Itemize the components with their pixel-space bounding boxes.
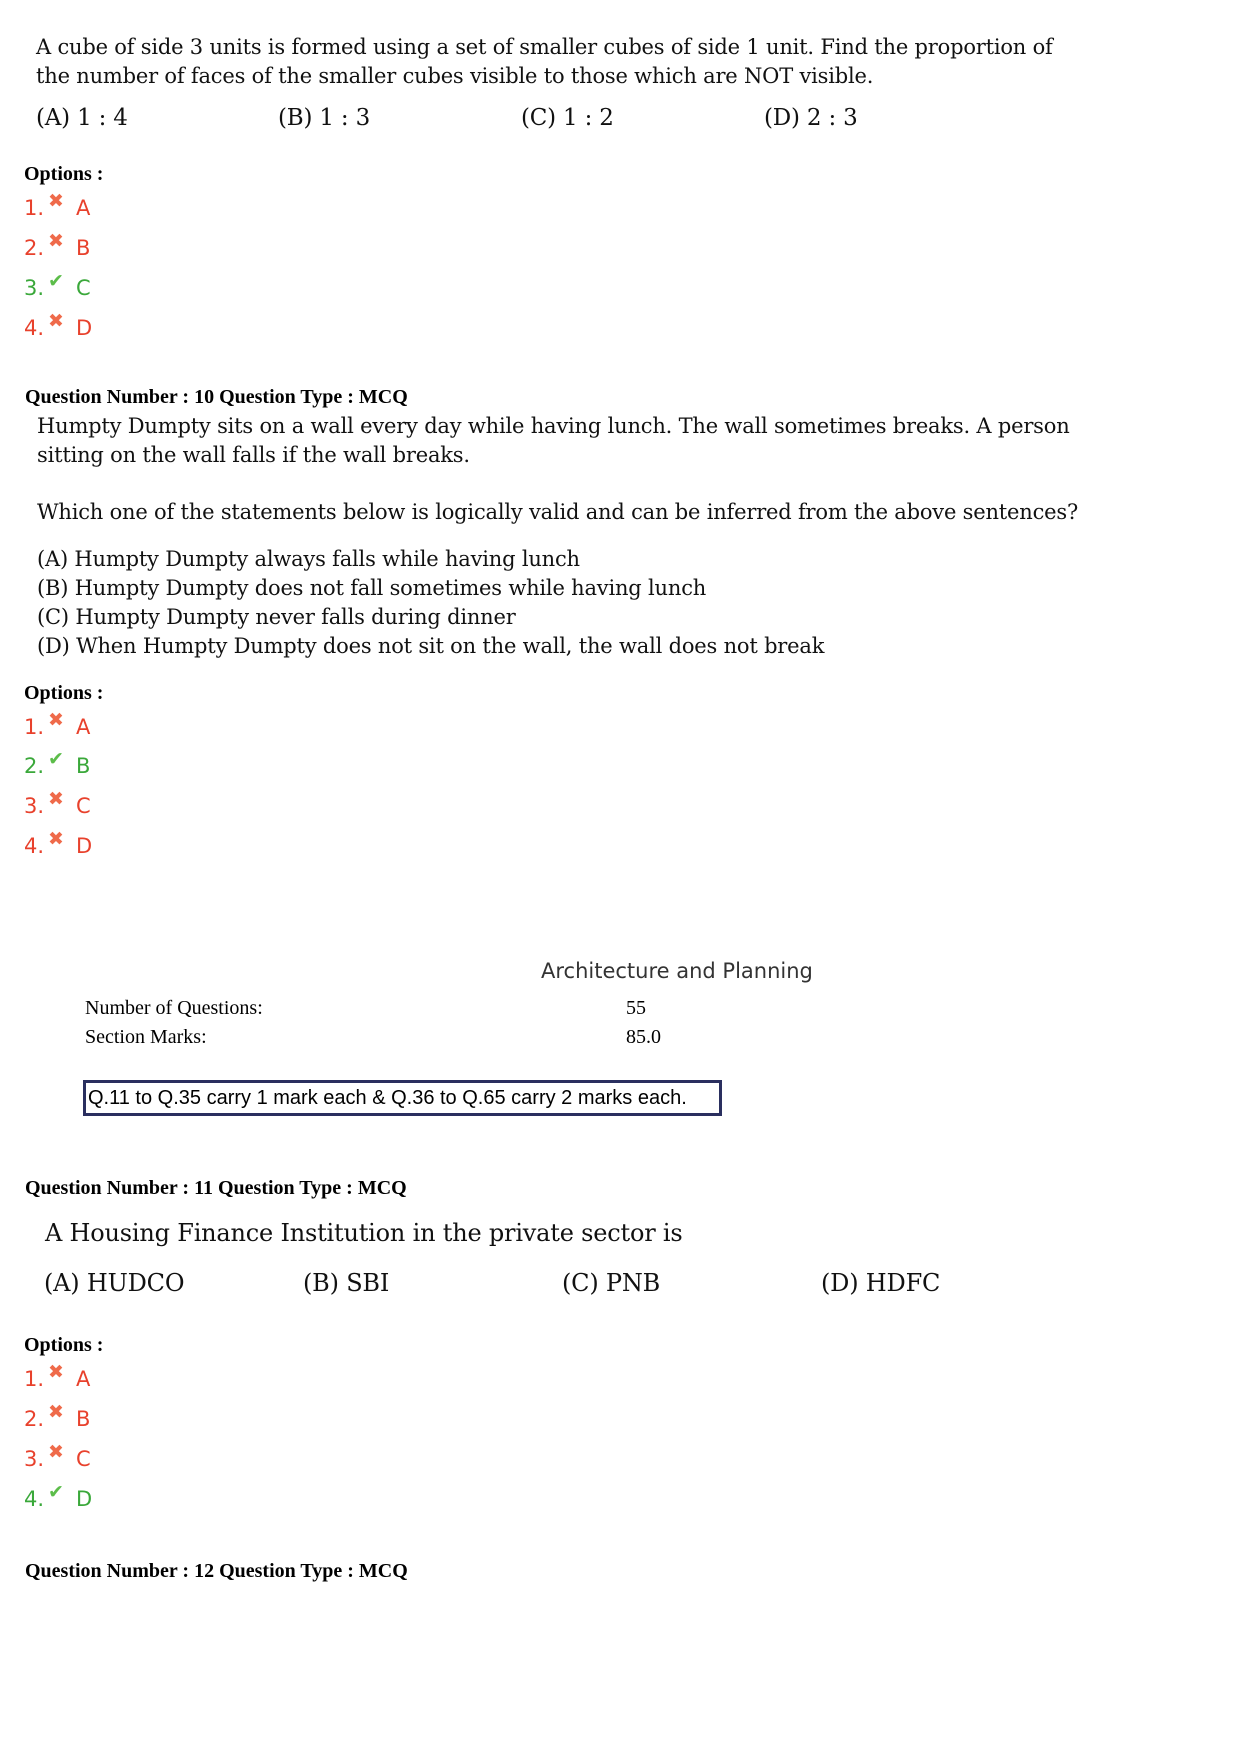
cross-icon: ✖ xyxy=(48,709,64,731)
check-icon: ✔ xyxy=(48,748,64,770)
option-row xyxy=(24,1401,91,1434)
option-number: 3. xyxy=(24,276,45,300)
options-heading: Options : xyxy=(24,682,104,704)
option-label: D xyxy=(76,1487,93,1511)
option-label: C xyxy=(76,1447,91,1471)
option-row xyxy=(24,709,91,742)
option-label: A xyxy=(76,1367,91,1391)
option-row xyxy=(24,1441,91,1474)
option-label: C xyxy=(76,276,91,300)
option-number: 4. xyxy=(24,316,45,340)
cross-icon: ✖ xyxy=(48,1361,64,1383)
option-number: 2. xyxy=(24,1407,45,1431)
choice-a: (A) Humpty Dumpty always falls while having lunch xyxy=(37,547,580,571)
option-number: 1. xyxy=(24,715,45,739)
choice-d: (D) 2 : 3 xyxy=(764,105,858,131)
option-label: B xyxy=(76,236,91,260)
question-10-text xyxy=(37,412,1070,470)
option-number: 4. xyxy=(24,1487,45,1511)
choice-c: (C) 1 : 2 xyxy=(521,105,614,131)
question-header: Question Number : 11 Question Type : MCQ xyxy=(25,1177,407,1199)
cross-icon: ✖ xyxy=(48,230,64,252)
section-label-questions: Number of Questions: xyxy=(85,997,263,1019)
option-label: A xyxy=(76,715,91,739)
option-number: 1. xyxy=(24,1367,45,1391)
check-icon: ✔ xyxy=(48,1481,64,1503)
option-number: 3. xyxy=(24,794,45,818)
choice-c: (C) Humpty Dumpty never falls during dinner xyxy=(37,605,516,629)
question-prompt: Which one of the statements below is logically valid and can be inferred from the above sentences? xyxy=(37,500,1079,524)
option-label: C xyxy=(76,794,91,818)
choice-b: (B) 1 : 3 xyxy=(278,105,370,131)
option-row xyxy=(24,828,93,861)
cross-icon: ✖ xyxy=(48,190,64,212)
option-number: 4. xyxy=(24,834,45,858)
option-number: 2. xyxy=(24,236,45,260)
options-heading: Options : xyxy=(24,163,104,185)
option-row xyxy=(24,230,91,263)
question-9-text xyxy=(36,33,1053,91)
choice-b: (B) SBI xyxy=(303,1269,390,1297)
choice-b: (B) Humpty Dumpty does not fall sometimes while having lunch xyxy=(37,576,707,600)
choice-a: (A) 1 : 4 xyxy=(36,105,128,131)
option-row xyxy=(24,1481,93,1514)
cross-icon: ✖ xyxy=(48,1441,64,1463)
cross-icon: ✖ xyxy=(48,788,64,810)
option-row xyxy=(24,788,91,821)
section-label-marks: Section Marks: xyxy=(85,1026,207,1048)
option-label: B xyxy=(76,1407,91,1431)
section-title: Architecture and Planning xyxy=(541,959,813,983)
question-text-line: Humpty Dumpty sits on a wall every day while having lunch. The wall sometimes breaks. A person xyxy=(37,414,1070,438)
option-row xyxy=(24,748,91,781)
question-10-choices xyxy=(37,545,824,661)
option-label: D xyxy=(76,316,93,340)
option-number: 3. xyxy=(24,1447,45,1471)
question-11-choices xyxy=(0,1269,1000,1303)
question-text-line: sitting on the wall falls if the wall breaks. xyxy=(37,443,470,467)
question-11-text: A Housing Finance Institution in the private sector is xyxy=(45,1219,683,1247)
option-row xyxy=(24,190,91,223)
question-header: Question Number : 12 Question Type : MCQ xyxy=(25,1560,408,1582)
question-9-choices xyxy=(0,104,1000,136)
marks-notice: Q.11 to Q.35 carry 1 mark each & Q.36 to Q.65 carry 2 marks each. xyxy=(83,1080,722,1116)
option-label: D xyxy=(76,834,93,858)
choice-d: (D) HDFC xyxy=(821,1269,941,1297)
option-row xyxy=(24,270,91,303)
cross-icon: ✖ xyxy=(48,1401,64,1423)
section-value-marks: 85.0 xyxy=(626,1026,661,1048)
choice-a: (A) HUDCO xyxy=(44,1269,185,1297)
choice-c: (C) PNB xyxy=(562,1269,661,1297)
question-header: Question Number : 10 Question Type : MCQ xyxy=(25,386,408,408)
option-number: 1. xyxy=(24,196,45,220)
option-label: A xyxy=(76,196,91,220)
question-text-line: A cube of side 3 units is formed using a set of smaller cubes of side 1 unit. Find the proportion of xyxy=(36,35,1053,59)
section-value-questions: 55 xyxy=(626,997,646,1019)
question-text-line: the number of faces of the smaller cubes visible to those which are NOT visible. xyxy=(36,64,874,88)
option-row xyxy=(24,1361,91,1394)
option-row xyxy=(24,310,93,343)
options-heading: Options : xyxy=(24,1334,104,1356)
option-label: B xyxy=(76,754,91,778)
cross-icon: ✖ xyxy=(48,310,64,332)
cross-icon: ✖ xyxy=(48,828,64,850)
option-number: 2. xyxy=(24,754,45,778)
check-icon: ✔ xyxy=(48,270,64,292)
choice-d: (D) When Humpty Dumpty does not sit on the wall, the wall does not break xyxy=(37,634,825,658)
